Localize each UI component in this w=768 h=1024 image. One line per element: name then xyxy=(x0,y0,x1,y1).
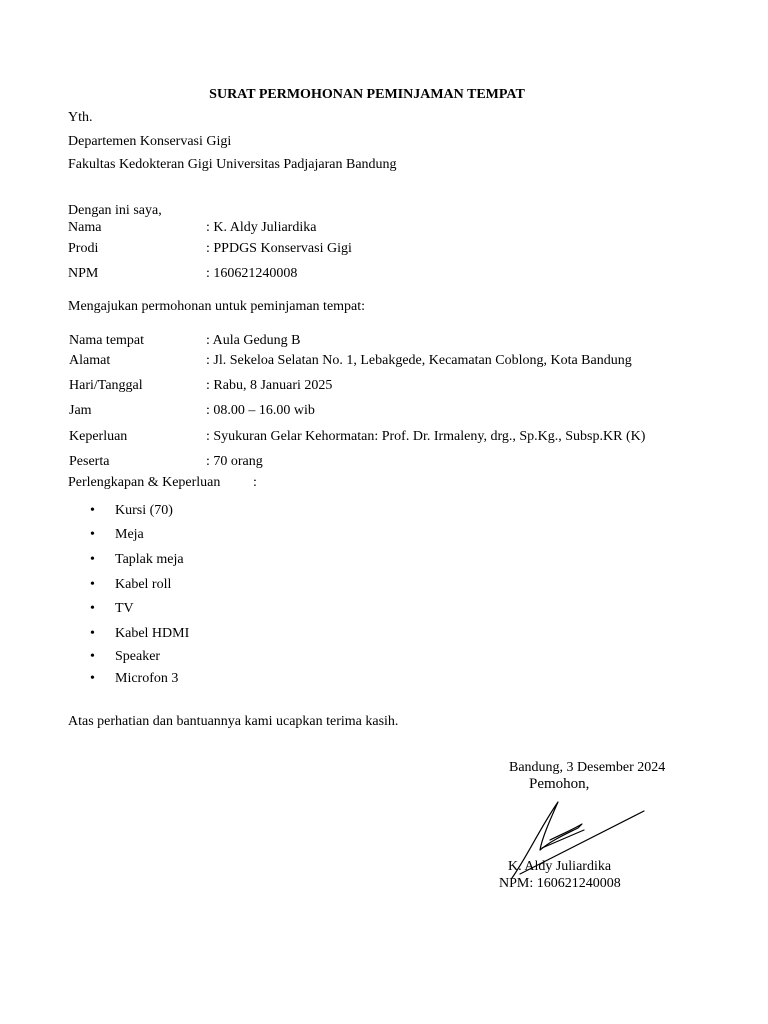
equipment-item: Kabel roll xyxy=(115,577,172,592)
bullet-icon: • xyxy=(90,503,95,518)
equipment-label: Perlengkapan & Keperluan xyxy=(68,475,221,490)
equipment-item: Kabel HDMI xyxy=(115,626,190,641)
closing-text: Atas perhatian dan bantuannya kami ucapkan terima kasih. xyxy=(68,714,399,729)
letter-title: SURAT PERMOHONAN PEMINJAMAN TEMPAT xyxy=(209,87,525,102)
detail-label: Hari/Tanggal xyxy=(69,378,143,393)
recipient-department: Departemen Konservasi Gigi xyxy=(68,134,232,149)
equipment-item: Speaker xyxy=(115,649,161,664)
equipment-colon: : xyxy=(253,475,257,490)
detail-label: Jam xyxy=(69,403,92,418)
salutation: Yth. xyxy=(68,110,93,125)
equipment-item: Meja xyxy=(115,527,144,542)
bullet-icon: • xyxy=(90,527,95,542)
equipment-item: Taplak meja xyxy=(115,552,184,567)
detail-value: : 70 orang xyxy=(206,454,263,469)
detail-label: Alamat xyxy=(69,353,111,368)
bullet-icon: • xyxy=(90,601,95,616)
recipient-faculty: Fakultas Kedokteran Gigi Universitas Padjajaran Bandung xyxy=(68,157,397,172)
detail-value: : Rabu, 8 Januari 2025 xyxy=(206,378,333,393)
equipment-item: TV xyxy=(115,601,134,616)
applicant-label: Prodi xyxy=(68,241,99,256)
applicant-value: : K. Aldy Juliardika xyxy=(206,220,317,235)
equipment-item: Microfon 3 xyxy=(115,671,179,686)
detail-value: : Jl. Sekeloa Selatan No. 1, Lebakgede, Kecamatan Coblong, Kota Bandung xyxy=(206,353,632,368)
applicant-value: : 160621240008 xyxy=(206,266,298,281)
applicant-label: Nama xyxy=(68,220,102,235)
detail-label: Keperluan xyxy=(69,429,128,444)
bullet-icon: • xyxy=(90,626,95,641)
signer-npm: NPM: 160621240008 xyxy=(499,876,621,891)
equipment-item: Kursi (70) xyxy=(115,503,173,518)
detail-value: : 08.00 – 16.00 wib xyxy=(206,403,315,418)
intro-text: Dengan ini saya, xyxy=(68,203,162,218)
bullet-icon: • xyxy=(90,577,95,592)
signer-name: K. Aldy Juliardika xyxy=(508,859,612,874)
request-intro: Mengajukan permohonan untuk peminjaman tempat: xyxy=(68,299,366,314)
signer-role: Pemohon, xyxy=(529,776,590,792)
applicant-value: : PPDGS Konservasi Gigi xyxy=(206,241,352,256)
bullet-icon: • xyxy=(90,671,95,686)
detail-value: : Syukuran Gelar Kehormatan: Prof. Dr. Irmaleny, drg., Sp.Kg., Subsp.KR (K) xyxy=(206,429,646,444)
place-date: Bandung, 3 Desember 2024 xyxy=(509,760,666,775)
detail-label: Nama tempat xyxy=(69,333,145,348)
bullet-icon: • xyxy=(90,649,95,664)
detail-label: Peserta xyxy=(69,454,110,469)
detail-value: : Aula Gedung B xyxy=(206,333,301,348)
bullet-icon: • xyxy=(90,552,95,567)
applicant-label: NPM xyxy=(68,266,99,281)
